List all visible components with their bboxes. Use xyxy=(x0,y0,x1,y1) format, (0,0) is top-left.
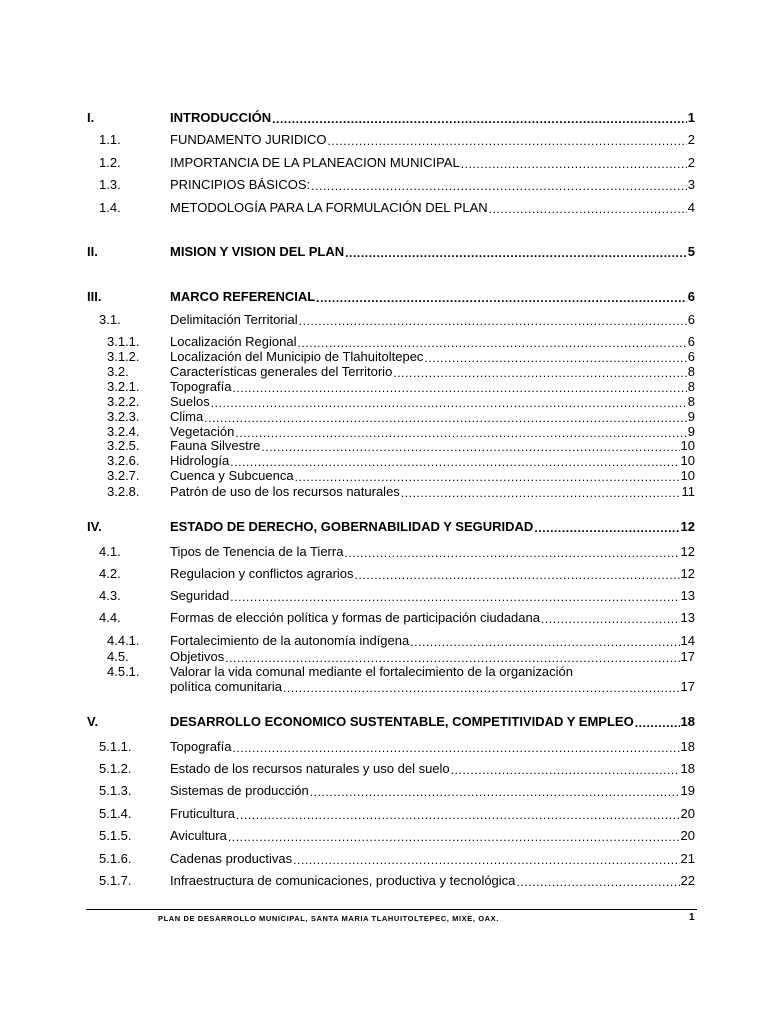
toc-page: 12 xyxy=(680,544,695,559)
toc-page: 17 xyxy=(680,679,695,694)
toc-title-line-1: Valorar la vida comunal mediante el fortalecimiento de la organización xyxy=(170,664,573,679)
toc-page: 18 xyxy=(680,761,695,776)
toc-page: 13 xyxy=(680,610,695,625)
toc-number: 3.1.1. xyxy=(107,334,140,349)
footer-divider xyxy=(86,909,697,910)
toc-title: Delimitación Territorial xyxy=(170,312,298,327)
toc-entry-section-4 xyxy=(87,519,695,535)
toc-entry-section-2 xyxy=(87,244,695,260)
toc-title: Fruticultura xyxy=(170,806,236,821)
toc-entry-5-1-5 xyxy=(87,828,695,844)
toc-number: V. xyxy=(87,714,99,729)
toc-number: 1.2. xyxy=(99,155,121,170)
toc-number: 3.2.7. xyxy=(107,468,140,483)
toc-page: 10 xyxy=(680,438,695,453)
toc-page: 8 xyxy=(687,364,695,379)
toc-entry-3-2 xyxy=(87,364,695,380)
toc-title: Sistemas de producción xyxy=(170,783,309,798)
toc-title: Clima xyxy=(170,409,204,424)
toc-number: 5.1.4. xyxy=(99,806,132,821)
toc-number: 3.2.6. xyxy=(107,453,140,468)
toc-page: 11 xyxy=(681,484,695,499)
footer-title: PLAN DE DESARROLLO MUNICIPAL, SANTA MARIA TLAHUITOLTEPEC, MIXE, OAX. xyxy=(158,914,499,923)
toc-page: 6 xyxy=(687,349,695,364)
toc-title: IMPORTANCIA DE LA PLANEACION MUNICIPAL xyxy=(170,155,460,170)
toc-number: 3.2. xyxy=(107,364,129,379)
toc-number: 5.1.7. xyxy=(99,873,132,888)
toc-title: Patrón de uso de los recursos naturales xyxy=(170,484,400,499)
toc-page: 8 xyxy=(687,379,695,394)
toc-title: Cadenas productivas xyxy=(170,851,293,866)
toc-title: INTRODUCCIÓN xyxy=(170,110,272,125)
toc-number: 4.4. xyxy=(99,610,121,625)
toc-number: 5.1.6. xyxy=(99,851,132,866)
toc-title: Localización del Municipio de Tlahuitoltepec xyxy=(170,349,424,364)
toc-entry-3-2-7 xyxy=(87,468,695,484)
toc-number: 4.5. xyxy=(107,649,129,664)
toc-number: 3.1. xyxy=(99,312,121,327)
toc-title: Topografía xyxy=(170,379,232,394)
toc-number: 3.2.8. xyxy=(107,484,140,499)
toc-entry-4-5-1-cont xyxy=(87,679,695,695)
toc-entry-1-1 xyxy=(87,132,695,148)
toc-entry-section-1 xyxy=(87,110,695,126)
toc-page: 10 xyxy=(680,453,695,468)
toc-title: Regulacion y conflictos agrarios xyxy=(170,566,354,581)
toc-entry-5-1-6 xyxy=(87,851,695,867)
toc-title: Características generales del Territorio xyxy=(170,364,393,379)
toc-title: Avicultura xyxy=(170,828,227,843)
toc-page: 8 xyxy=(687,394,695,409)
toc-number: 1.4. xyxy=(99,200,121,215)
toc-title: Infraestructura de comunicaciones, productiva y tecnológica xyxy=(170,873,516,888)
toc-title: ESTADO DE DERECHO, GOBERNABILIDAD Y SEGURIDAD xyxy=(170,519,534,534)
toc-number: 1.1. xyxy=(99,132,121,147)
toc-entry-1-3 xyxy=(87,177,695,193)
toc-entry-5-1-1 xyxy=(87,739,695,755)
toc-page: 13 xyxy=(680,588,695,603)
toc-entry-5-1-2 xyxy=(87,761,695,777)
toc-entry-section-5 xyxy=(87,714,695,730)
toc-page: 9 xyxy=(687,409,695,424)
toc-entry-1-2 xyxy=(87,155,695,171)
toc-number: 5.1.5. xyxy=(99,828,132,843)
toc-title: Cuenca y Subcuenca xyxy=(170,468,294,483)
toc-title: Seguridad xyxy=(170,588,230,603)
toc-number: 4.3. xyxy=(99,588,121,603)
toc-entry-3-2-2 xyxy=(87,394,695,410)
toc-page: 20 xyxy=(680,828,695,843)
toc-title: Vegetación xyxy=(170,424,235,439)
toc-page: 4 xyxy=(687,200,695,215)
toc-entry-4-5 xyxy=(87,649,695,665)
toc-title: Tipos de Tenencia de la Tierra xyxy=(170,544,344,559)
toc-page: 3 xyxy=(687,177,695,192)
toc-page: 2 xyxy=(687,155,695,170)
toc-number: 3.2.4. xyxy=(107,424,140,439)
toc-page: 18 xyxy=(680,714,695,729)
toc-number: 1.3. xyxy=(99,177,121,192)
toc-page: 5 xyxy=(687,244,695,259)
toc-entry-3-2-6 xyxy=(87,453,695,469)
toc-title: política comunitaria xyxy=(170,679,282,694)
footer-page-number: 1 xyxy=(689,912,695,923)
toc-entry-3-1-1 xyxy=(87,334,695,350)
toc-page: 19 xyxy=(680,783,695,798)
toc-title: PRINCIPIOS BÁSICOS: xyxy=(170,177,311,192)
toc-number: 3.2.2. xyxy=(107,394,140,409)
toc-number: IV. xyxy=(87,519,102,534)
toc-entry-4-1 xyxy=(87,544,695,560)
toc-title: METODOLOGÍA PARA LA FORMULACIÓN DEL PLAN xyxy=(170,200,488,215)
toc-title: MISION Y VISION DEL PLAN xyxy=(170,244,345,259)
toc-number: 5.1.1. xyxy=(99,739,132,754)
toc-number: I. xyxy=(87,110,95,125)
toc-number: 4.5.1. xyxy=(107,664,140,679)
toc-number: 3.2.3. xyxy=(107,409,140,424)
toc-entry-3-1 xyxy=(87,312,695,328)
toc-title: Fauna Silvestre xyxy=(170,438,261,453)
toc-title: Suelos xyxy=(170,394,210,409)
toc-page: 22 xyxy=(680,873,695,888)
toc-title: Topografía xyxy=(170,739,232,754)
toc-number: 3.1.2. xyxy=(107,349,140,364)
toc-page: 10 xyxy=(680,468,695,483)
toc-number: 5.1.2. xyxy=(99,761,132,776)
toc-entry-4-5-1 xyxy=(87,664,695,680)
toc-page: 18 xyxy=(680,739,695,754)
toc-number: 3.2.5. xyxy=(107,438,140,453)
toc-entry-3-2-1 xyxy=(87,379,695,395)
toc-number: 4.2. xyxy=(99,566,121,581)
toc-number: III. xyxy=(87,289,102,304)
toc-entry-4-3 xyxy=(87,588,695,604)
toc-number: 3.2.1. xyxy=(107,379,140,394)
toc-number: 4.1. xyxy=(99,544,121,559)
toc-title: Formas de elección política y formas de participación ciudadana xyxy=(170,610,540,625)
toc-number: II. xyxy=(87,244,98,259)
toc-page: 9 xyxy=(687,424,695,439)
toc-page: 6 xyxy=(687,289,695,304)
toc-entry-3-2-3 xyxy=(87,409,695,425)
toc-title: Estado de los recursos naturales y uso del suelo xyxy=(170,761,450,776)
toc-page: 6 xyxy=(687,334,695,349)
toc-page: 12 xyxy=(680,519,695,534)
toc-page: 1 xyxy=(687,110,695,125)
toc-page: 14 xyxy=(680,633,695,648)
toc-entry-5-1-7 xyxy=(87,873,695,889)
toc-page: 6 xyxy=(687,312,695,327)
toc-entry-3-2-8 xyxy=(87,484,695,500)
toc-page: 21 xyxy=(680,851,695,866)
toc-page: 17 xyxy=(680,649,695,664)
toc-page: 2 xyxy=(687,132,695,147)
toc-number: 5.1.3. xyxy=(99,783,132,798)
toc-entry-5-1-4 xyxy=(87,806,695,822)
toc-entry-section-3 xyxy=(87,289,695,305)
toc-entry-5-1-3 xyxy=(87,783,695,799)
toc-entry-1-4 xyxy=(87,200,695,216)
toc-entry-4-2 xyxy=(87,566,695,582)
toc-page: 12 xyxy=(680,566,695,581)
toc-title: Objetivos xyxy=(170,649,225,664)
toc-entry-3-2-5 xyxy=(87,438,695,454)
toc-title: MARCO REFERENCIAL xyxy=(170,289,316,304)
toc-title: Fortalecimiento de la autonomía indígena xyxy=(170,633,410,648)
toc-title: FUNDAMENTO JURIDICO xyxy=(170,132,327,147)
toc-entry-3-1-2 xyxy=(87,349,695,365)
toc-entry-4-4 xyxy=(87,610,695,626)
toc-number: 4.4.1. xyxy=(107,633,140,648)
toc-entry-4-4-1 xyxy=(87,633,695,649)
toc-title: Localización Regional xyxy=(170,334,297,349)
toc-title: DESARROLLO ECONOMICO SUSTENTABLE, COMPETITIVIDAD Y EMPLEO xyxy=(170,714,634,729)
toc-title: Hidrología xyxy=(170,453,230,468)
toc-page: 20 xyxy=(680,806,695,821)
